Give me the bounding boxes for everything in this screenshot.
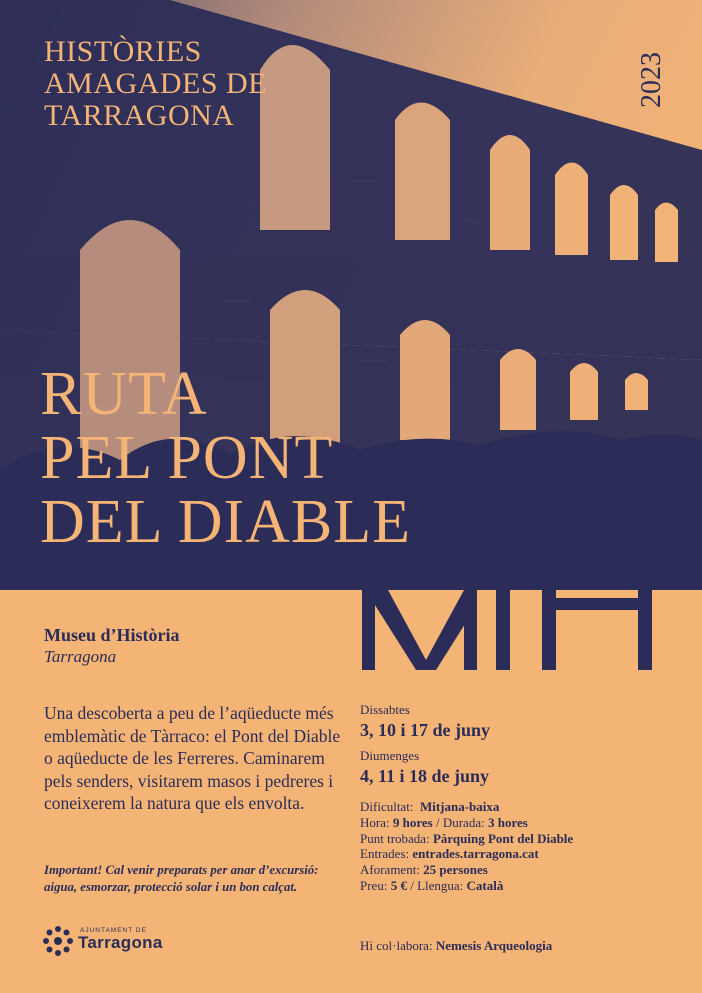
difficulty-row xyxy=(360,799,680,815)
price-value: 5 € xyxy=(390,877,407,893)
meeting-label: Punt trobada: xyxy=(360,830,430,846)
description: Una descoberta a peu de l’aqüeducte més emblemàtic de Tàrraco: el Pont del Diable o aqüeducte de les Ferreres. Caminarem pels senders, visitarem masos i pedreres i coneixerem la natura que els envolta. xyxy=(44,703,341,814)
details xyxy=(360,799,680,894)
meeting-row xyxy=(360,831,680,847)
year-label-wrap xyxy=(632,40,672,120)
language-label: Llengua: xyxy=(417,877,464,893)
main-title-line1: RUTA xyxy=(40,360,208,428)
museum-block xyxy=(44,625,180,667)
series-title xyxy=(44,36,267,132)
series-title-line3: TARRAGONA xyxy=(44,99,235,132)
collab-label: Hi col·labora: xyxy=(360,938,433,953)
ajuntament-logo xyxy=(42,924,182,958)
tickets-label: Entrades: xyxy=(360,846,410,862)
schedule xyxy=(360,702,680,794)
price-label: Preu: xyxy=(360,877,388,893)
meeting-value: Pàrquing Pont del Diable xyxy=(432,830,574,846)
saturdays-label: Dissabtes xyxy=(360,702,410,717)
collab-value: Nemesis Arqueologia xyxy=(435,938,553,953)
time-label: Hora: xyxy=(360,814,390,830)
main-title-line2: PEL PONT xyxy=(40,424,334,492)
series-title-line2: AMAGADES DE xyxy=(44,67,267,100)
language-value: Català xyxy=(466,877,504,893)
ajuntament-big-text: Tarragona xyxy=(78,933,163,952)
tickets-row xyxy=(360,846,680,862)
capacity-value: 25 persones xyxy=(423,862,488,878)
saturdays-dates: 3, 10 i 17 de juny xyxy=(360,720,491,740)
tarragona-emblem-icon xyxy=(42,925,74,957)
sundays-dates: 4, 11 i 18 de juny xyxy=(360,766,490,786)
important-note: Important! Cal venir preparats per anar d’excursió: aigua, esmorzar, protecció solar i un bon calçat. xyxy=(44,863,319,894)
museum-name: Museu d’Història xyxy=(44,625,180,645)
series-title-line1: HISTÒRIES xyxy=(44,35,202,68)
main-title-line3: DEL DIABLE xyxy=(40,488,412,556)
year-label: 2023 xyxy=(636,52,667,108)
tickets-link[interactable]: entrades.tarragona.cat xyxy=(412,846,539,862)
time-row: Hora: 9 hores / Durada: 3 hores xyxy=(360,814,528,830)
mh-logo-icon xyxy=(356,520,666,670)
capacity-label: Aforament: xyxy=(360,862,420,878)
time-value: 9 hores xyxy=(392,814,433,830)
collaboration xyxy=(360,938,552,954)
sundays-label: Diumenges xyxy=(360,748,420,763)
capacity-row xyxy=(360,862,680,878)
duration-value: 3 hores xyxy=(487,814,528,830)
difficulty-value: Mitjana-baixa xyxy=(419,799,500,814)
difficulty-label: Dificultat: xyxy=(360,799,414,814)
museum-city: Tarragona xyxy=(44,647,117,666)
price-row: Preu: 5 € / Llengua: Català xyxy=(360,877,504,893)
duration-label: Durada: xyxy=(442,814,485,830)
ajuntament-small-text: AJUNTAMENT DE xyxy=(80,927,147,934)
